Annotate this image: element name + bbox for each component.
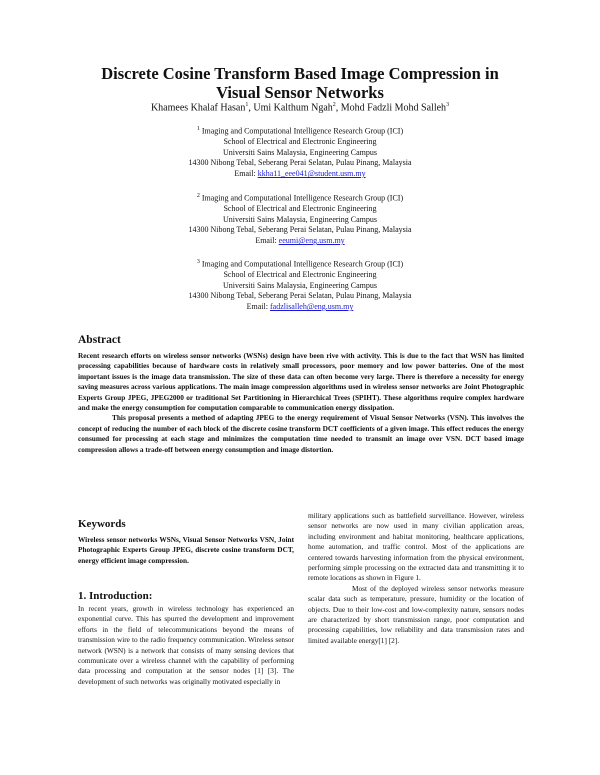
abstract-paragraph-2: This proposal presents a method of adapting JPEG to the energy requirement of Visual Sensor Networks (VSN). This involves the concept of reducing the number of each block of the discrete cosine transform DCT coefficients of a given image. This effect reduces the energy consumed for processing at each stage and minimizes the computation time needed to transmit an image over VSN. DCT based image compression allows a trade-off between energy consumption and image distortion.: [78, 413, 524, 454]
affiliation-school: School of Electrical and Electronic Engineering: [223, 137, 377, 147]
email-label: Email:: [255, 236, 279, 246]
affiliation-number: 3: [196, 259, 200, 265]
author-separator: ,: [335, 102, 341, 114]
affiliation-school: School of Electrical and Electronic Engineering: [223, 204, 377, 214]
affiliation-address: 14300 Nibong Tebal, Seberang Perai Selatan, Pulau Pinang, Malaysia: [188, 225, 412, 235]
email-label: Email:: [234, 169, 258, 179]
author-2: Umi Kalthum Ngah: [253, 102, 333, 114]
affiliation-group: Imaging and Computational Intelligence Research Group (ICI): [199, 259, 404, 269]
introduction-heading: 1. Introduction:: [78, 590, 153, 602]
author-3: Mohd Fadzli Mohd Salleh: [340, 102, 447, 114]
affiliation-email-line: [100, 302, 500, 313]
affiliation-number: 2: [196, 193, 200, 199]
affiliation-group: Imaging and Computational Intelligence Research Group (ICI): [199, 193, 404, 203]
affiliation-line: [100, 257, 500, 270]
right-column-paragraph-1: military applications such as battlefield surveillance. However, wireless sensor networks are now used in many civilian application areas, including environment and habitat monitoring, healthcare applications, home automation, and traffic control. Most of the applications are centered towards harvesting information from the physical environment, performing simple processing on the extracted data and transmitting it to remote locations as shown in Figure 1.: [308, 511, 524, 583]
title-line-1: Discrete Cosine Transform Based Image Compression in: [101, 64, 499, 83]
affiliation-block-3: [100, 257, 500, 313]
paper-title: [60, 64, 540, 102]
introduction-body: [78, 604, 294, 687]
affiliation-school: School of Electrical and Electronic Engineering: [223, 270, 377, 280]
affiliation-university: Universiti Sains Malaysia, Engineering Campus: [223, 214, 377, 224]
author-separator: ,: [248, 102, 254, 114]
title-line-2: Visual Sensor Networks: [216, 83, 384, 102]
keywords-heading: Keywords: [78, 518, 126, 530]
author-1: Khamees Khalaf Hasan: [150, 102, 246, 114]
affiliation-block-2: [100, 191, 500, 247]
abstract-body: [78, 351, 524, 455]
author-list: [40, 102, 560, 113]
email-link[interactable]: eeumi@eng.usm.my: [278, 236, 345, 246]
author-1-affiliation-mark: 1: [245, 102, 249, 108]
email-link[interactable]: kkha11_eee041@student.usm.my: [257, 169, 366, 179]
affiliation-line: [100, 191, 500, 204]
affiliation-university: Universiti Sains Malaysia, Engineering Campus: [223, 280, 377, 290]
email-label: Email:: [246, 302, 270, 312]
author-2-affiliation-mark: 2: [332, 102, 336, 108]
abstract-paragraph-1: Recent research efforts on wireless sensor networks (WSNs) design have been rive with activity. This is due to the fact that WSN has limited processing capabilities because of hardware costs in relatively small processors, poor memory and low power batteries. One of the most important issues is the image data transmission. The size of these data can often become very large. There is therefore a necessity for energy saving measures across various applications. The main image compression algorithms used in wireless sensor networks are Joint Photographic Experts Group JPEG, JPEG2000 or traditional Set Partitioning in Hierarchical Trees (SPIHT). These algorithms require complex hardware and make the energy consumption for computation comparable to communication energy dissipation.: [78, 351, 524, 413]
right-column-paragraph-2: Most of the deployed wireless sensor networks measure scalar data such as temperature, pressure, humidity or the location of objects. Due to their low-cost and low-complexity nature, sensors nodes are characterized by short transmission range, poor computation and processing capabilities, low reliability and data transmission rates and limited available energy[1] [2].: [308, 583, 524, 645]
author-3-affiliation-mark: 3: [446, 102, 450, 108]
affiliation-number: 1: [196, 126, 200, 132]
abstract-heading: Abstract: [78, 334, 121, 346]
email-link[interactable]: fadzlisalleh@eng.usm.my: [269, 302, 354, 312]
introduction-paragraph-1: In recent years, growth in wireless technology has experienced an exponential curve. This has spurred the development and improvement efforts in the field of telecommunications beyond the means of transmission wire to the radio frequency communication. Wireless sensor network (WSN) is a network that consists of many sensing devices that communicate over a wireless channel with the capability of performing data processing and computation at the sensor nodes [1] [3]. The development of such networks was originally motivated especially in: [78, 604, 294, 686]
affiliation-group: Imaging and Computational Intelligence Research Group (ICI): [199, 126, 404, 136]
affiliation-email-line: [100, 236, 500, 247]
affiliation-email-line: [100, 169, 500, 180]
affiliation-line: [100, 124, 500, 137]
right-column-body: [308, 511, 524, 646]
affiliation-block-1: [100, 124, 500, 180]
affiliation-university: Universiti Sains Malaysia, Engineering Campus: [223, 147, 377, 157]
keywords-text: Wireless sensor networks WSNs, Visual Sensor Networks VSN, Joint Photographic Experts Group JPEG, discrete cosine transform DCT, energy efficient image compression.: [78, 535, 294, 565]
affiliation-address: 14300 Nibong Tebal, Seberang Perai Selatan, Pulau Pinang, Malaysia: [188, 291, 412, 301]
affiliation-address: 14300 Nibong Tebal, Seberang Perai Selatan, Pulau Pinang, Malaysia: [188, 158, 412, 168]
